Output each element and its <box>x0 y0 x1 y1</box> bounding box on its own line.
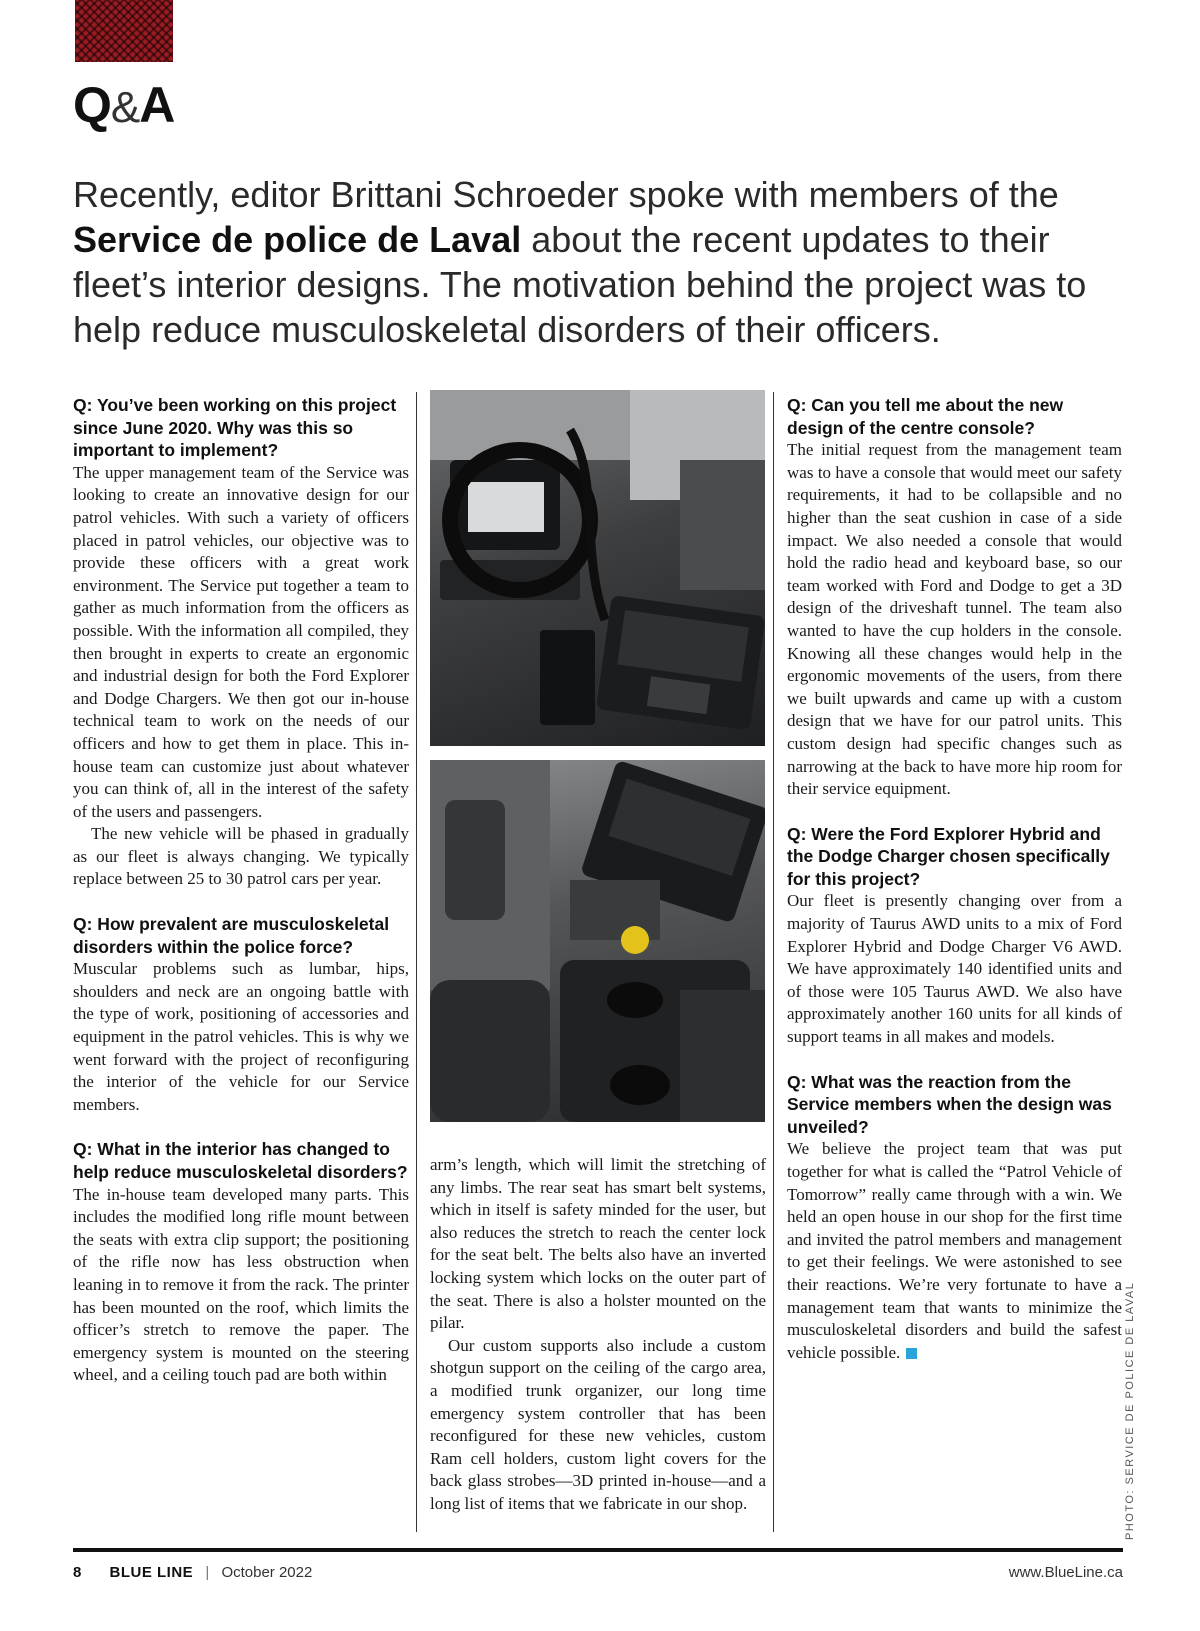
column-3 <box>787 394 1122 1364</box>
answer-3: The in-house team developed many parts. This includes the modified long rifle mount between the seats with extra clip support; the positioning of the rifle now has less obstruction when leaning in to remove it from the rack. The printer has been mounted on the roof, which limits the officer’s stretch to remove the paper. The emergency system is mounted on the steering wheel, and a ceiling touch pad are both within <box>73 1184 409 1385</box>
question-3: Q: What in the interior has changed to help reduce musculoskeletal disorders? <box>73 1139 408 1182</box>
section-pattern-block <box>75 0 173 62</box>
intro-organization: Service de police de Laval <box>73 219 522 260</box>
section-tag: Q&A <box>73 77 175 133</box>
answer-1-paragraph-2: The new vehicle will be phased in gradually as our fleet is always changing. We typically replace between 25 to 30 patrol cars per year. <box>73 824 409 889</box>
answer-2: Muscular problems such as lumbar, hips, shoulders and neck are an ongoing battle with the type of work, positioning of accessories and equipment in the patrol vehicles. This is why we went forward with the project of reconfiguring the interior of the vehicle for our Service members. <box>73 959 409 1114</box>
question-2: Q: How prevalent are musculoskeletal disorders within the police force? <box>73 914 390 957</box>
column-2 <box>430 1154 766 1516</box>
end-of-article-mark <box>906 1348 917 1359</box>
question-5: Q: Were the Ford Explorer Hybrid and the Dodge Charger chosen specifically for this project? <box>787 823 1110 889</box>
question-6: Q: What was the reaction from the Service members when the design was unveiled? <box>787 1071 1112 1137</box>
page-footer <box>73 1564 1123 1581</box>
website-link[interactable]: www.BlueLine.ca <box>1008 1564 1123 1581</box>
column-1 <box>73 394 409 1387</box>
footer-rule <box>73 1548 1123 1552</box>
question-4: Q: Can you tell me about the new design of the centre console? <box>787 395 1064 438</box>
column-2-paragraph-2: Our custom supports also include a custom shotgun support on the ceiling of the cargo area, a modified trunk organizer, our long time emergency system controller that has been reconfigured for these new vehicles, custom Ram cell holders, custom light covers for the back glass strobes—3D printed in-house—and a long list of items that we fabricate in our shop. <box>430 1335 766 1513</box>
photo-floor-console <box>430 760 765 1122</box>
page-number: 8 <box>73 1564 82 1581</box>
issue-date: October 2022 <box>221 1564 313 1581</box>
intro-paragraph: Recently, editor Brittani Schroeder spoke with members of the Service de police de Laval about the recent updates to their fleet’s interior designs. The motivation behind the project was to help reduce musculoskeletal disorders of their officers. <box>73 174 1087 350</box>
magazine-name: BLUE LINE <box>109 1564 194 1581</box>
answer-6: We believe the project team that was put together for what is called the “Patrol Vehicle of Tomorrow” really came through with a win. We held an open house in our shop for the first time and invited the patrol members and management to get their feelings. We were astonished to see their reactions. We’re very fortunate to have a management team that wants to minimize the musculoskeletal disorders and build the safest vehicle possible. <box>787 1139 1122 1362</box>
footer-separator: | <box>205 1564 210 1581</box>
column-divider-2 <box>773 392 774 1532</box>
answer-4: The initial request from the management team was to have a console that would meet our safety requirements, it had to be collapsible and no higher than the seat cushion in case of a side impact. We also needed a console that would hold the radio head and keyboard base, so our team worked with Ford and Dodge to get a 3D design of the driveshaft tunnel. The team also wanted to have the cup holders in the console. Knowing all these changes would help in the ergonomic movements of the users, from there we built upwards and came up with a custom design that we have for our patrol units. This custom design had specific changes such as narrowing at the back to have more hip room for their service equipment. <box>787 440 1122 799</box>
column-divider-1 <box>416 392 417 1532</box>
photo-credit: PHOTO: SERVICE DE POLICE DE LAVAL <box>1124 1281 1136 1540</box>
answer-5: Our fleet is presently changing over from a majority of Taurus AWD units to a mix of Ford Explorer Hybrid and Dodge Charger V6 AWD. We have approximately 140 identified units and of those were 105 Taurus AWD. We also have approximately another 160 units for all kinds of support teams in all makes and models. <box>787 891 1122 1047</box>
photo-dashboard-console <box>430 390 765 746</box>
question-1: Q: You’ve been working on this project since June 2020. Why was this so important to implement? <box>73 395 397 461</box>
column-2-paragraph-1: arm’s length, which will limit the stretching of any limbs. The rear seat has smart belt systems, which in itself is safety minded for the user, but also reduces the stretch to reach the center lock for the seat belt. The belts also have an inverted locking system which locks on the outer part of the seat. There is also a holster mounted on the pilar. <box>430 1155 766 1333</box>
answer-1-paragraph-1: The upper management team of the Service was looking to create an innovative design for our patrol vehicles. With such a variety of officers placed in patrol vehicles, our objective was to provide these officers with a great work environment. The Service put together a team to gather as much information from the officers as possible. With the information all compiled, they then brought in experts to create an ergonomic and industrial design for both the Ford Explorer and Dodge Chargers. We then got our in-house technical team to work on the needs of our officers and how to get them in place. This in-house team can customize just about whatever you can think of, all in the interest of the safety of the users and passengers. <box>73 462 409 821</box>
